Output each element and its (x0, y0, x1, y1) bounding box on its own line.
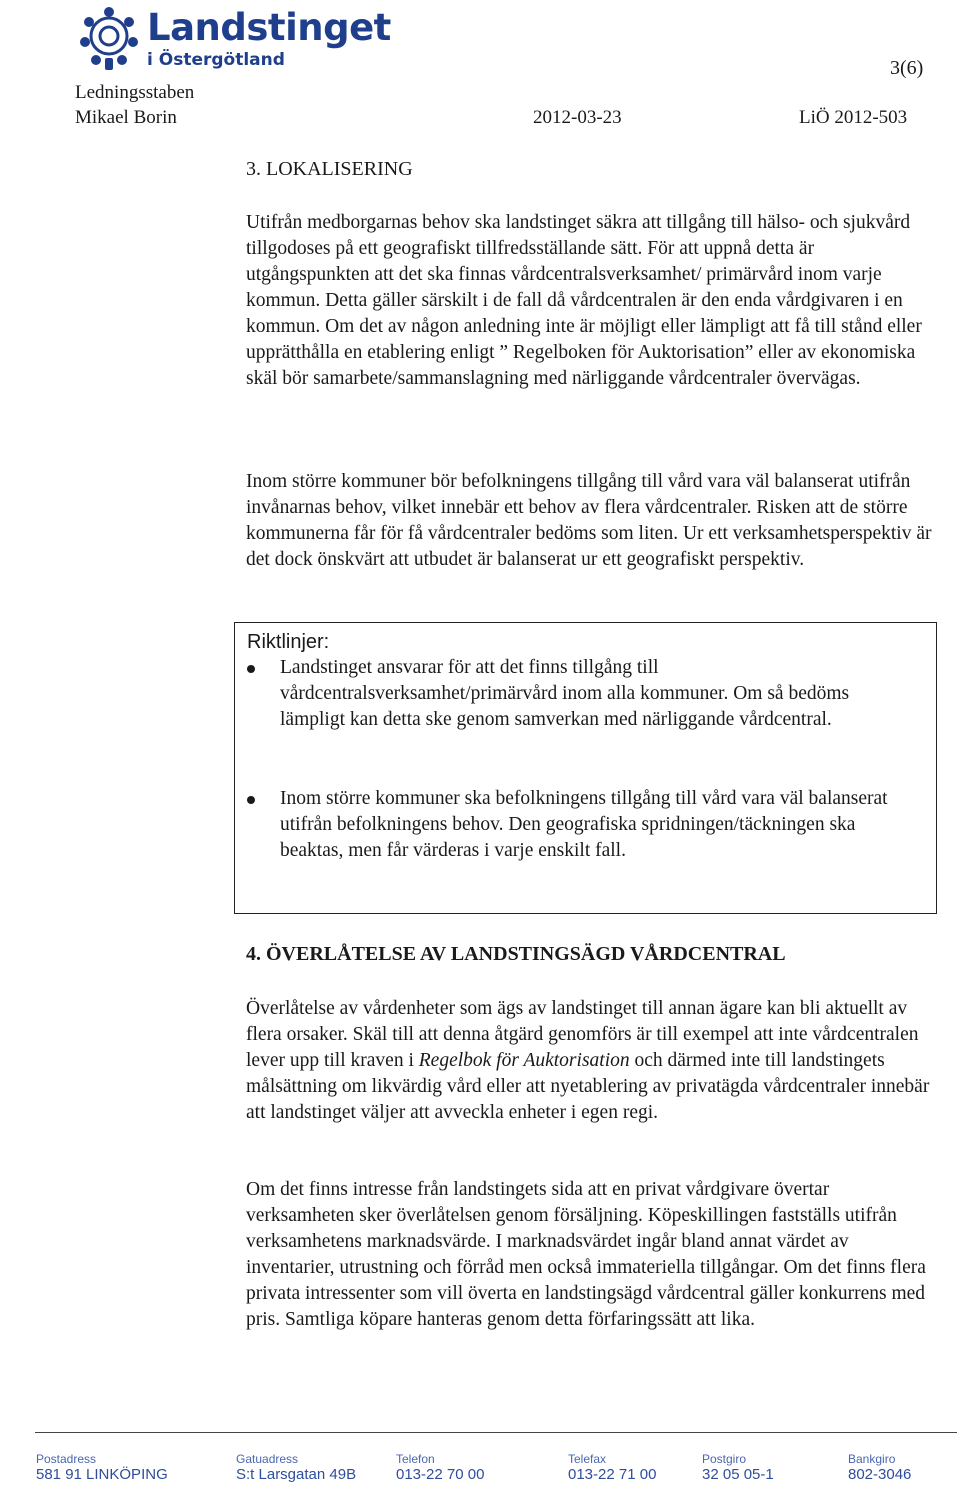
document-reference: LiÖ 2012-503 (799, 107, 908, 128)
section-4-paragraph-1 (246, 996, 936, 1126)
section-4-paragraph-1-start: Överlåtelse av vårdenheter som ägs av landstinget till annan ägare kan bli aktuellt av flera orsaker. Skäl till att denna åtgärd genomförs är till exempel att inte vårdcentralen lever upp till kraven i (246, 998, 919, 1071)
guideline-text: Inom större kommuner ska befolkningens tillgång till vård vara väl balanserat utifrån befolkningens behov. Den geografiska spridningen/täckningen ska beaktas, men får värderas i varje enskilt fall. (280, 788, 888, 861)
section-3-paragraph-2: Inom större kommuner bör befolkningens tillgång till vård vara väl balanserat utifrån invånarnas behov, vilket innebär ett behov av flera vårdcentraler. Risken att de större kommunerna får för få vårdcentraler bedöms som liten. Ur ett verksamhetsperspektiv är det dock önskvärt att utbudet är balanserat ur ett geografiskt perspektiv. (246, 471, 932, 570)
footer-bankgiro-label: Bankgiro (848, 1452, 896, 1466)
footer-telefon: 013-22 70 00 (396, 1466, 485, 1483)
author: Mikael Borin (75, 107, 177, 128)
footer-telefax: 013-22 71 00 (568, 1466, 657, 1483)
guideline-text: Landstinget ansvarar för att det finns tillgång till vårdcentralsverksamhet/primärvård inom alla kommuner. Om så bedöms lämpligt kan detta ske genom samverkan med närliggande vårdcentral. (280, 657, 850, 730)
document-date: 2012-03-23 (533, 107, 622, 128)
footer-telefax-label: Telefax (568, 1452, 607, 1466)
footer-bankgiro: 802-3046 (848, 1466, 912, 1483)
footer-gatuadress: S:t Larsgatan 49B (236, 1466, 357, 1483)
footer-gatuadress-label: Gatuadress (236, 1452, 299, 1466)
footer-postadress: 581 91 LINKÖPING (36, 1466, 168, 1483)
department: Ledningsstaben (75, 82, 195, 103)
section-4-paragraph-1-end: och därmed inte till landstingets målsättning om likvärdig vård eller att nyetablering av privatägda vårdcentraler innebär att landstinget väljer att avveckla enheter i egen regi. (246, 1050, 930, 1123)
section-4-paragraph-2: Om det finns intresse från landstingets sida att en privat vårdgivare övertar verksamheten sker överlåtelsen genom försäljning. Köpeskillingen fastställs utifrån verksamhetens marknadsvärde. I marknadsvärdet ingår bland annat värdet av inventarier, utrustning och förråd men också immateriella tillgångar. Om det finns flera privata intressenter som vill överta en landstingsägd vårdcentral gäller konkurrens med pris. Samtliga köpare hanteras genom detta förfaringssätt att lika. (246, 1179, 926, 1330)
guidelines-title: Riktlinjer: (247, 631, 330, 653)
section-3-heading: 3. LOKALISERING (246, 158, 413, 180)
page-number: 3(6) (890, 57, 924, 79)
logo-title: Landstinget (147, 6, 391, 49)
footer-divider (35, 1432, 957, 1433)
footer-postgiro-label: Postgiro (702, 1452, 747, 1466)
organization-logo (75, 6, 391, 76)
logo-subtitle: i Östergötland (147, 50, 285, 70)
bullet-icon (247, 796, 255, 804)
footer-postadress-label: Postadress (36, 1452, 97, 1466)
section-3-paragraph-1: Utifrån medborgarnas behov ska landstinget säkra att tillgång till hälso- och sjukvård tillgodoses på ett geografiskt tillfredsställande sätt. För att uppnå detta är utgångspunkten att det ska finnas vårdcentralsverksamhet/ primärvård inom varje kommun. Detta gäller särskilt i de fall då vårdcentralen är den enda vårdgivaren i en kommun. Om det av någon anledning inte är möjligt eller lämpligt att få till stånd eller upprätthålla en etablering enligt ” Regelboken för Auktorisation” eller av ekonomiska skäl bör samarbete/sammanslagning med närliggande vårdcentraler övervägas. (246, 212, 922, 389)
section-4-heading: 4. ÖVERLÅTELSE AV LANDSTINGSÄGD VÅRDCENTRAL (246, 943, 786, 965)
footer-telefon-label: Telefon (396, 1452, 435, 1466)
footer-postgiro: 32 05 05-1 (702, 1466, 774, 1483)
regelbok-reference: Regelbok för Auktorisation (418, 1050, 630, 1071)
bullet-icon (247, 665, 255, 673)
emblem-icon (75, 6, 143, 74)
guidelines-box (234, 622, 937, 914)
